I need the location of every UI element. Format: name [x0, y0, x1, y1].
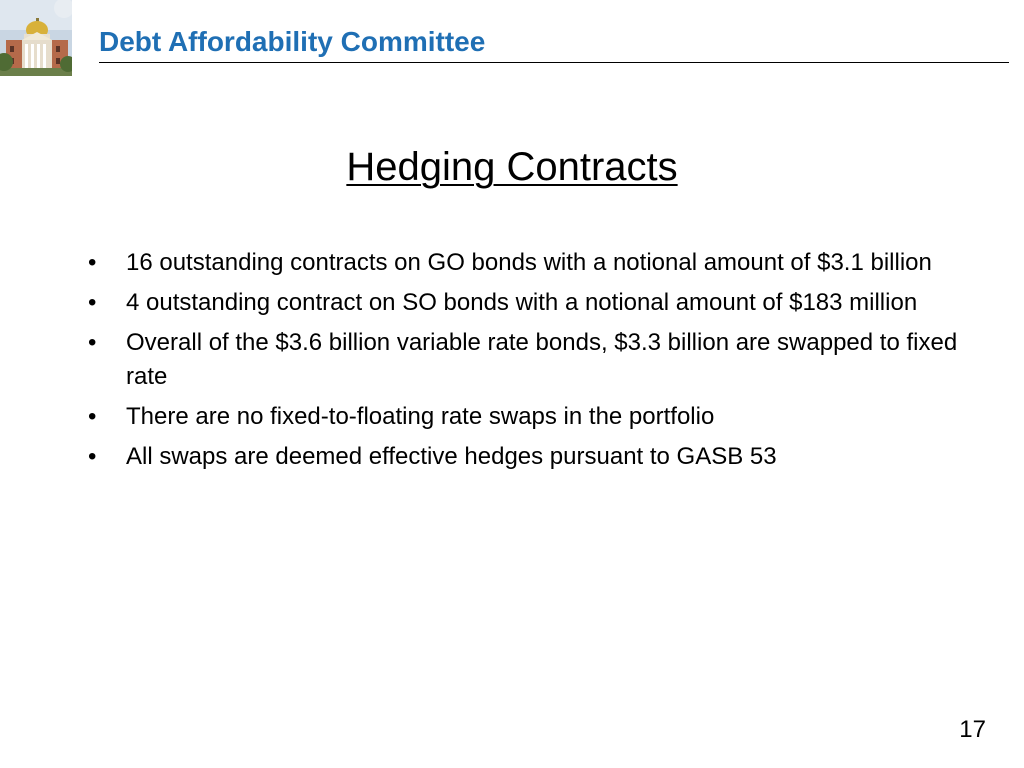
list-item [88, 440, 968, 474]
bullet-icon: • [88, 249, 97, 276]
page-number: 17 [959, 716, 986, 743]
bullet-text: Overall of the $3.6 billion variable rate bonds, $3.3 billion are swapped to fixed rate [126, 329, 958, 390]
bullet-text: All swaps are deemed effective hedges pursuant to GASB 53 [126, 443, 777, 470]
list-item [88, 326, 968, 394]
state-house-icon [0, 0, 72, 76]
bullet-icon: • [88, 289, 97, 316]
list-item [88, 246, 968, 280]
bullet-icon: • [88, 403, 97, 430]
bullet-text: 4 outstanding contract on SO bonds with a notional amount of $183 million [126, 289, 918, 316]
bullet-icon: • [88, 443, 97, 470]
slide-title: Hedging Contracts [346, 145, 678, 189]
bullet-list [88, 246, 968, 480]
list-item [88, 400, 968, 434]
header-title: Debt Affordability Committee [99, 26, 486, 57]
bullet-icon: • [88, 329, 97, 356]
bullet-text: 16 outstanding contracts on GO bonds with a notional amount of $3.1 billion [126, 249, 932, 276]
list-item [88, 286, 968, 320]
header-divider [99, 62, 1009, 63]
bullet-text: There are no fixed-to-floating rate swaps in the portfolio [126, 403, 715, 430]
